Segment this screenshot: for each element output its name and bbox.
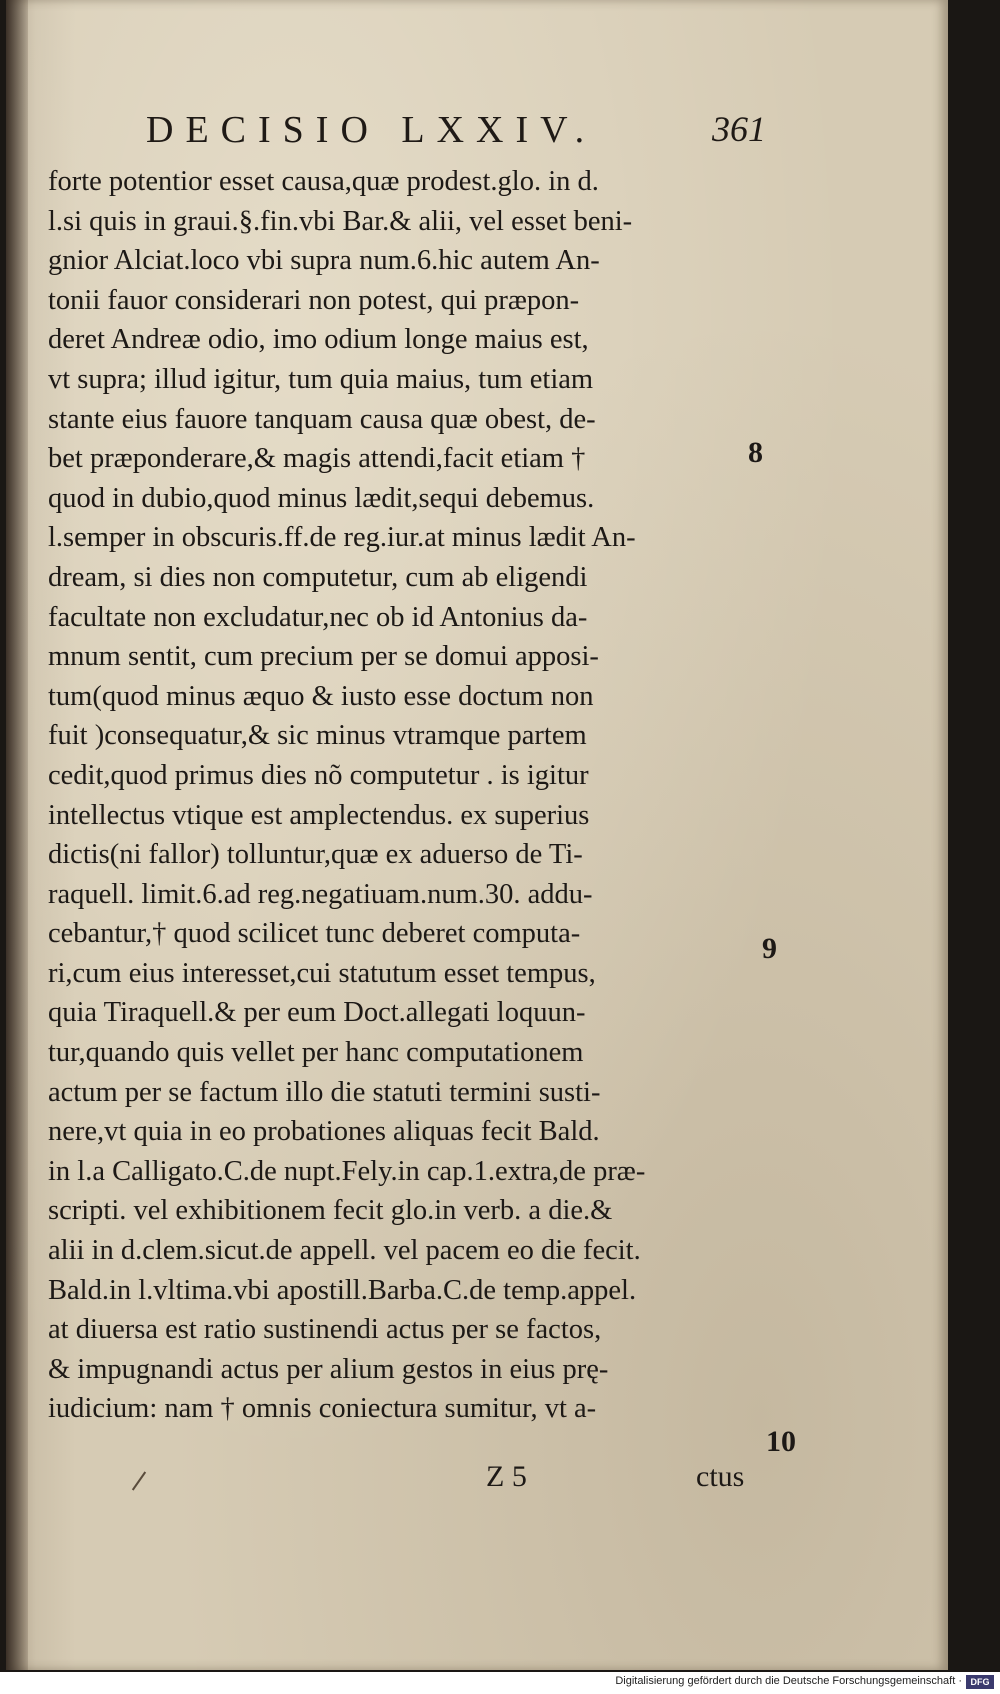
book-page bbox=[6, 0, 948, 1670]
signature-mark: Z 5 bbox=[486, 1460, 527, 1493]
text-line: tonii fauor considerari non potest, qui præpon- bbox=[48, 284, 580, 316]
text-line: Bald.in l.vltima.vbi apostill.Barba.C.de temp.appel. bbox=[48, 1274, 637, 1306]
text-line: intellectus vtique est amplectendus. ex superius bbox=[48, 799, 590, 831]
text-line: cebantur,† quod scilicet tunc deberet computa- bbox=[48, 918, 581, 950]
text-line: iudicium: nam † omnis coniectura sumitur, vt a- bbox=[48, 1393, 597, 1425]
gutter-shadow bbox=[6, 0, 28, 1670]
text-line: ri,cum eius interesset,cui statutum esset tempus, bbox=[48, 957, 596, 989]
margin-note-9: 9 bbox=[762, 932, 777, 965]
text-line: deret Andreæ odio, imo odium longe maius est, bbox=[48, 324, 589, 356]
digitization-footer bbox=[0, 1672, 1000, 1694]
text-line: vt supra; illud igitur, tum quia maius, tum etiam bbox=[48, 363, 594, 395]
text-line: mnum sentit, cum precium per se domui apposi- bbox=[48, 641, 599, 673]
margin-note-8: 8 bbox=[748, 436, 763, 469]
text-line: forte potentior esset causa,quæ prodest.glo. in d. bbox=[48, 166, 599, 197]
text-line: alii in d.clem.sicut.de appell. vel pacem eo die fecit. bbox=[48, 1235, 641, 1267]
text-line: gnior Alciat.loco vbi supra num.6.hic autem An- bbox=[48, 245, 600, 277]
running-title: DECISIO LXXIV. bbox=[146, 109, 597, 151]
text-line: tur,quando quis vellet per hanc computationem bbox=[48, 1037, 584, 1069]
text-line: & impugnandi actus per alium gestos in eius prę- bbox=[48, 1353, 609, 1385]
text-line: l.semper in obscuris.ff.de reg.iur.at minus lædit An- bbox=[48, 522, 636, 554]
text-line: dream, si dies non computetur, cum ab eligendi bbox=[48, 561, 588, 593]
text-line: actum per se factum illo die statuti termini susti- bbox=[48, 1076, 601, 1108]
text-line: in l.a Calligato.C.de nupt.Fely.in cap.1.extra,de præ- bbox=[48, 1155, 646, 1187]
text-line: raquell. limit.6.ad reg.negatiuam.num.30. addu- bbox=[48, 878, 593, 910]
running-header bbox=[146, 108, 766, 158]
pencil-mark bbox=[132, 1471, 146, 1490]
text-line: quia Tiraquell.& per eum Doct.allegati loquun- bbox=[48, 997, 586, 1029]
text-line: fuit )consequatur,& sic minus vtramque partem bbox=[48, 720, 587, 752]
catchword: ctus bbox=[696, 1460, 745, 1493]
margin-note-10: 10 bbox=[766, 1425, 796, 1458]
text-line: tum(quod minus æquo & iusto esse doctum non bbox=[48, 680, 594, 712]
body-text bbox=[48, 162, 748, 1429]
text-line: scripti. vel exhibitionem fecit glo.in verb. a die.& bbox=[48, 1195, 613, 1227]
text-line: l.si quis in graui.§.fin.vbi Bar.& alii, vel esset beni- bbox=[48, 205, 633, 237]
page-number: 361 bbox=[712, 109, 766, 149]
text-line: dictis(ni fallor) tolluntur,quæ ex aduerso de Ti- bbox=[48, 839, 583, 871]
dfg-logo-icon: DFG bbox=[966, 1675, 994, 1689]
text-line: facultate non excludatur,nec ob id Antonius da- bbox=[48, 601, 588, 633]
footer-credit: Digitalisierung gefördert durch die Deutsche Forschungsgemeinschaft · bbox=[615, 1675, 962, 1687]
text-line: bet præponderare,& magis attendi,facit etiam † bbox=[48, 443, 586, 475]
text-line: stante eius fauore tanquam causa quæ obest, de- bbox=[48, 403, 596, 435]
text-line: nere,vt quia in eo probationes aliquas fecit Bald. bbox=[48, 1116, 600, 1148]
text-line: cedit,quod primus dies nõ computetur . is igitur bbox=[48, 759, 589, 791]
text-line: at diuersa est ratio sustinendi actus per se factos, bbox=[48, 1314, 602, 1346]
text-line: quod in dubio,quod minus lædit,sequi debemus. bbox=[48, 482, 595, 514]
